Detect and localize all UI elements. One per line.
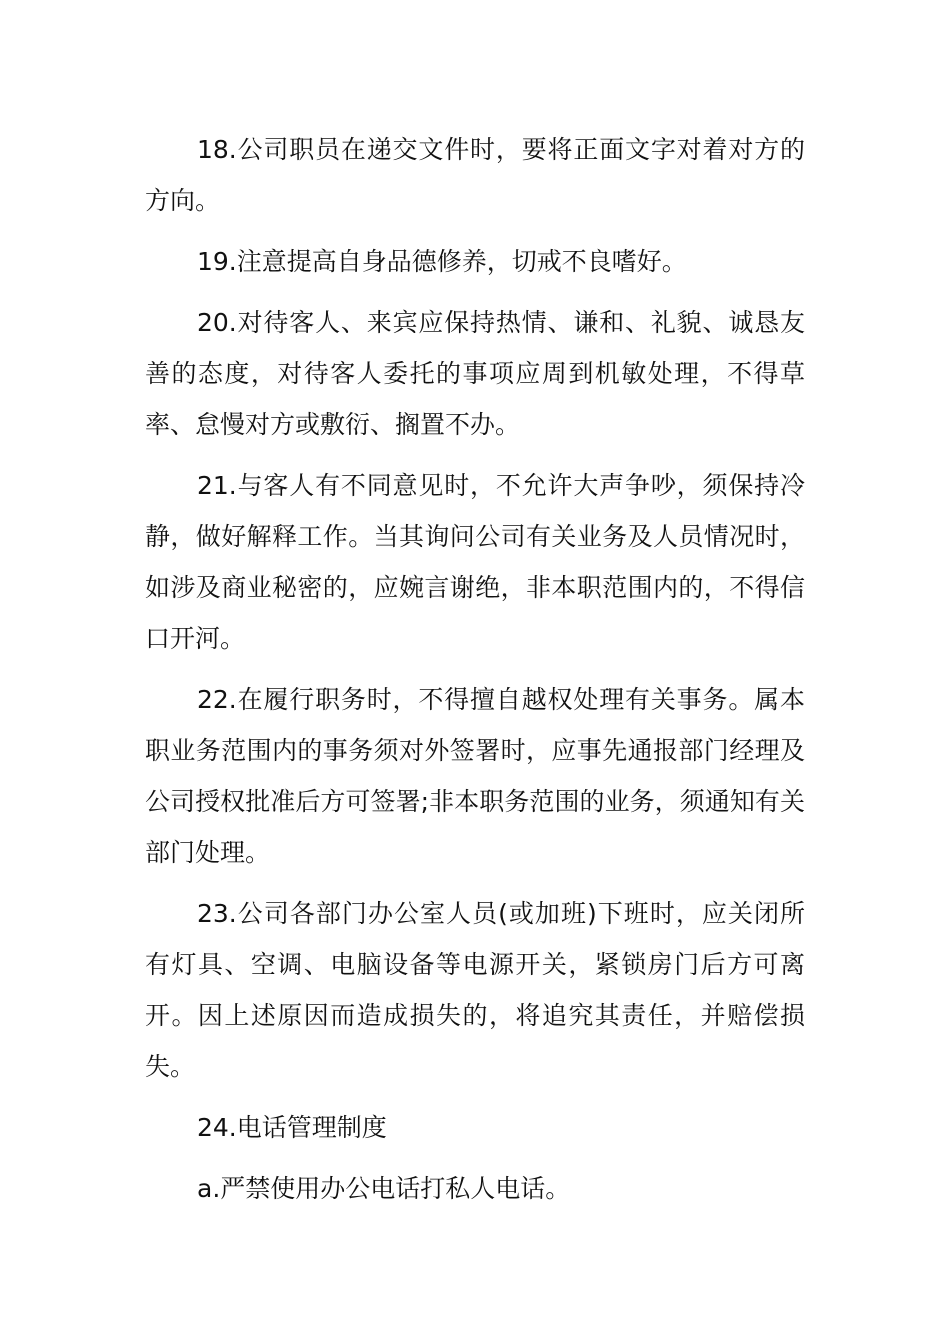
paragraph-24-heading: 24.电话管理制度 [197, 1113, 387, 1142]
paragraph-24a: a.严禁使用办公电话打私人电话。 [197, 1174, 571, 1203]
paragraph-21: 21.与客人有不同意见时，不允许大声争吵，须保持冷静，做好解释工作。当其询问公司有关业务及人员情况时，如涉及商业秘密的，应婉言谢绝，非本职范围内的，不得信口开河。 [145, 471, 805, 653]
document-page [145, 124, 805, 1224]
paragraph-20: 20.对待客人、来宾应保持热情、谦和、礼貌、诚恳友善的态度，对待客人委托的事项应周到机敏处理，不得草率、怠慢对方或敷衍、搁置不办。 [145, 308, 805, 439]
paragraph-23: 23.公司各部门办公室人员(或加班)下班时，应关闭所有灯具、空调、电脑设备等电源开关，紧锁房门后方可离开。因上述原因而造成损失的，将追究其责任，并赔偿损失。 [145, 899, 805, 1081]
paragraph-22: 22.在履行职务时，不得擅自越权处理有关事务。属本职业务范围内的事务须对外签署时，应事先通报部门经理及公司授权批准后方可签署;非本职务范围的业务，须通知有关部门处理。 [145, 685, 805, 867]
paragraph-19: 19.注意提高自身品德修养，切戒不良嗜好。 [197, 247, 687, 276]
paragraph-18: 18.公司职员在递交文件时，要将正面文字对着对方的方向。 [145, 135, 805, 215]
